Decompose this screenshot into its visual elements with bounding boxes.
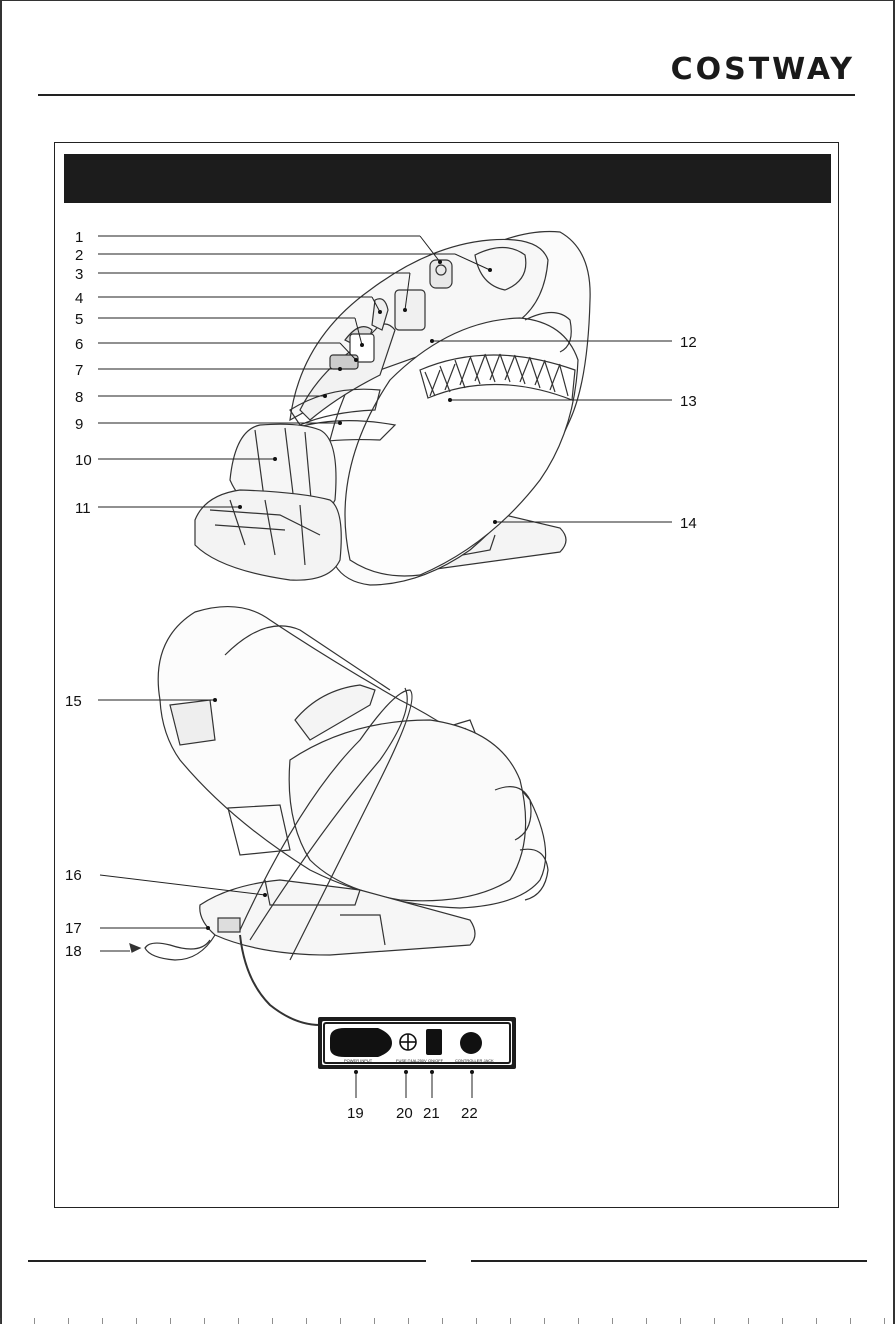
callout-17: 17 — [65, 920, 82, 937]
callout-13: 13 — [680, 393, 697, 410]
chair-front-view — [195, 231, 590, 585]
callout-11: 11 — [75, 500, 91, 517]
callout-9: 9 — [75, 416, 84, 433]
callout-19: 19 — [347, 1105, 364, 1122]
callout-12: 12 — [680, 334, 697, 351]
callout-18: 18 — [65, 943, 82, 960]
footer-rule-left — [28, 1260, 426, 1262]
callout-7: 7 — [75, 362, 84, 379]
brand-logo: COSTWAY — [670, 52, 855, 87]
bottom-edge-ticks — [0, 1318, 895, 1324]
power-panel — [318, 1017, 516, 1069]
panel-callout-dots — [354, 1070, 474, 1074]
callout-2: 2 — [75, 247, 84, 264]
callout-1: 1 — [75, 229, 84, 246]
label-controller-jack: CONTROLLER JACK — [455, 1058, 494, 1063]
callout-3: 3 — [75, 266, 84, 283]
callout-22: 22 — [461, 1105, 478, 1122]
label-fuse: FUSE:T4AL250V — [396, 1058, 427, 1063]
callout-16: 16 — [65, 867, 82, 884]
callout-5: 5 — [75, 311, 84, 328]
callout-20: 20 — [396, 1105, 413, 1122]
label-switch: ON/OFF — [428, 1058, 444, 1063]
label-power-input: POWER INPUT — [344, 1058, 373, 1063]
footer-rule-right — [471, 1260, 867, 1262]
callout-10: 10 — [75, 452, 92, 469]
callout-14: 14 — [680, 515, 697, 532]
callout-8: 8 — [75, 389, 84, 406]
callout-6: 6 — [75, 336, 84, 353]
callout-15: 15 — [65, 693, 82, 710]
callout-21: 21 — [423, 1105, 440, 1122]
callout-4: 4 — [75, 290, 84, 307]
chair-rear-view — [130, 607, 548, 1025]
panel-callout-leaders — [356, 1072, 472, 1098]
